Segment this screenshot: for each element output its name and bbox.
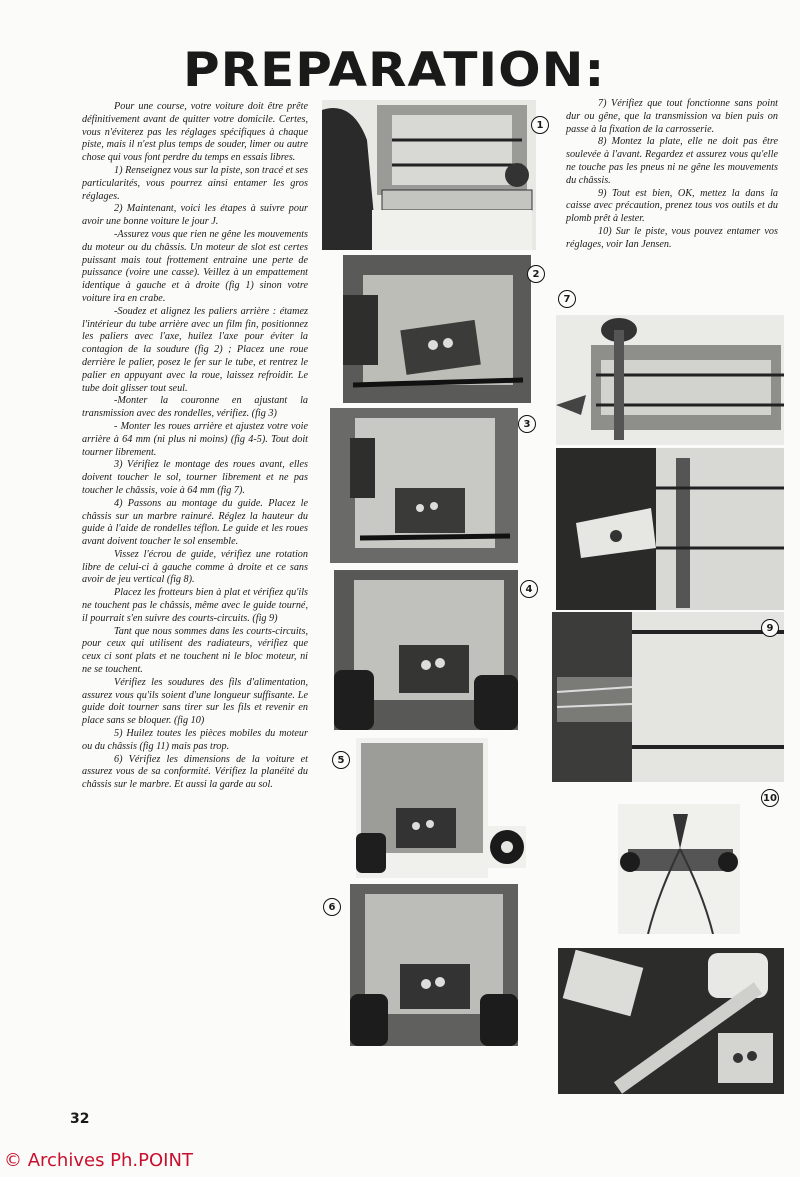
fig-number-2: 2 — [527, 265, 545, 283]
fig-number-5: 5 — [332, 751, 350, 769]
fig-number-7: 7 — [558, 290, 576, 308]
photo-fig-10 — [618, 804, 740, 934]
chassis-photo-icon — [330, 408, 518, 563]
chassis-photo-icon — [556, 315, 784, 445]
chassis-photo-icon — [618, 804, 740, 934]
photo-fig-1 — [322, 100, 536, 250]
paragraph: Pour une course, votre voiture doit être prête définitivement avant de quitter votre domicile. Certes, vous n'éviterez pas les réglages spécifiques à chaque piste, mais il n'est plus temps de souder, limer ou autre chose qui vous font perdre du temps en essais libres. — [82, 101, 308, 164]
paragraph: 5) Huilez toutes les pièces mobiles du moteur ou du châssis (fig 11) mais pas trop. — [82, 728, 308, 752]
photo-fig-6 — [350, 884, 518, 1046]
paragraph: Tant que nous sommes dans les courts-circuits, pour ceux qui utilisent des radiateurs, vérifiez que ceux ci sont plats et ne touchent ni le bloc moteur, ni ne se touchent. — [82, 625, 308, 676]
fig-number-4: 4 — [520, 580, 538, 598]
photo-fig-9 — [552, 612, 784, 782]
wheel-photo — [488, 826, 526, 868]
fig-number-1: 1 — [531, 116, 549, 134]
page-number: 32 — [70, 1111, 90, 1127]
paragraph: -Monter la couronne en ajustant la transmission avec des rondelles, vérifiez. (fig 3) — [82, 395, 308, 420]
paragraph: 10) Sur le piste, vous pouvez entamer vos réglages, voir Ian Jensen. — [566, 225, 778, 250]
fig-number-3: 3 — [518, 415, 536, 433]
watermark: © Archives Ph.POINT — [4, 1150, 193, 1171]
left-text-column — [82, 101, 308, 792]
chassis-photo-icon — [356, 738, 488, 878]
paragraph: 2) Maintenant, voici les étapes à suivre pour avoir une bonne voiture le jour J. — [82, 203, 308, 228]
paragraph: 9) Tout est bien, OK, mettez la dans la caisse avec précaution, prenez tous vos outils et du plomb prêt à lester. — [566, 187, 778, 225]
photo-fig-11 — [558, 948, 784, 1094]
photo-fig-5 — [356, 738, 488, 878]
paragraph: Placez les frotteurs bien à plat et vérifiez qu'ils ne touchent pas le châssis, même avec le guide tourné, il pourrait s'en suivre des courts-circuits. (fig 9) — [82, 587, 308, 624]
chassis-photo-icon — [343, 255, 531, 403]
wheel-icon — [488, 826, 526, 868]
paragraph: 8) Montez la plate, elle ne doit pas être soulevée à l'avant. Regardez et assurez vous qu'elle ne touche pas les pneus ni ne gêne les mouvements du châssis. — [566, 136, 778, 186]
paragraph: - Monter les roues arrière et ajustez votre voie arrière à 64 mm (ni plus ni moins) (fig 4-5). Tout doit tourner librement. — [82, 420, 308, 458]
photo-fig-2 — [343, 255, 531, 403]
paragraph: 1) Renseignez vous sur la piste, son tracé et ses particularités, vous pourrez ainsi entamer les gros réglages. — [82, 164, 308, 202]
paragraph: 3) Vérifiez le montage des roues avant, elles doivent toucher le sol, tourner librement et ne pas toucher le châssis, voie à 64 mm (fig 7). — [82, 459, 308, 496]
paragraph: 7) Vérifiez que tout fonctionne sans point dur ou gêne, que la transmission va bien puis on passe à la fixation de la carrosserie. — [566, 98, 778, 135]
chassis-photo-icon — [558, 948, 784, 1094]
paragraph: Vissez l'écrou de guide, vérifiez une rotation libre de celui-ci à gauche comme à droite et ce sans avoir de jeu vertical (fig 8). — [82, 548, 308, 586]
photo-fig-4 — [334, 570, 518, 730]
chassis-photo-icon — [552, 612, 784, 782]
page-title: PREPARATION: — [183, 42, 606, 98]
fig-number-9: 9 — [761, 619, 779, 637]
photo-fig-3 — [330, 408, 518, 563]
chassis-photo-icon — [322, 100, 536, 250]
paragraph: -Assurez vous que rien ne gêne les mouvements du moteur ou du châssis. Un moteur de slot est certes puissant mais tout frottement entraine une perte de puissance (voire une casse). Veillez à un empattement identique à gauche et à droite (fig 1) sinon votre voiture ira en crabe. — [82, 228, 308, 304]
paragraph: 4) Passons au montage du guide. Placez le châssis sur un marbre rainuré. Réglez la hauteur du guide à l'aide de rondelles téflon. Le guide et les roues avant doivent toucher le sol ensemble. — [82, 497, 308, 548]
paragraph: -Soudez et alignez les paliers arrière : étamez l'intérieur du tube arrière avec un film fin, positionnez les paliers avec l'axe, huilez l'axe pour éviter la contagion de la soudure (fig 2) ; Placez une roue derrière le palier, posez le fer sur le tube, et rentrez le palier en appuyant avec la roue, laissez refroidir. Le tube doit glisser tout seul. — [82, 305, 308, 394]
chassis-photo-icon — [334, 570, 518, 730]
fig-number-10: 10 — [761, 789, 779, 807]
fig-number-6: 6 — [323, 898, 341, 916]
photo-fig-8 — [556, 448, 784, 610]
paragraph: 6) Vérifiez les dimensions de la voiture et assurez vous de sa conformité. Vérifiez la planéité du châssis sur le marbre. Et aussi la garde au sol. — [82, 753, 308, 791]
photo-fig-7 — [556, 315, 784, 445]
paragraph: Vérifiez les soudures des fils d'alimentation, assurez vous qu'ils soient d'une longueur suffisante. Le guide doit tourner sans tirer sur les fils et revenir en place sans se bloquer. (fig 10) — [82, 676, 308, 727]
chassis-photo-icon — [350, 884, 518, 1046]
chassis-photo-icon — [556, 448, 784, 610]
right-text-column — [566, 98, 778, 252]
